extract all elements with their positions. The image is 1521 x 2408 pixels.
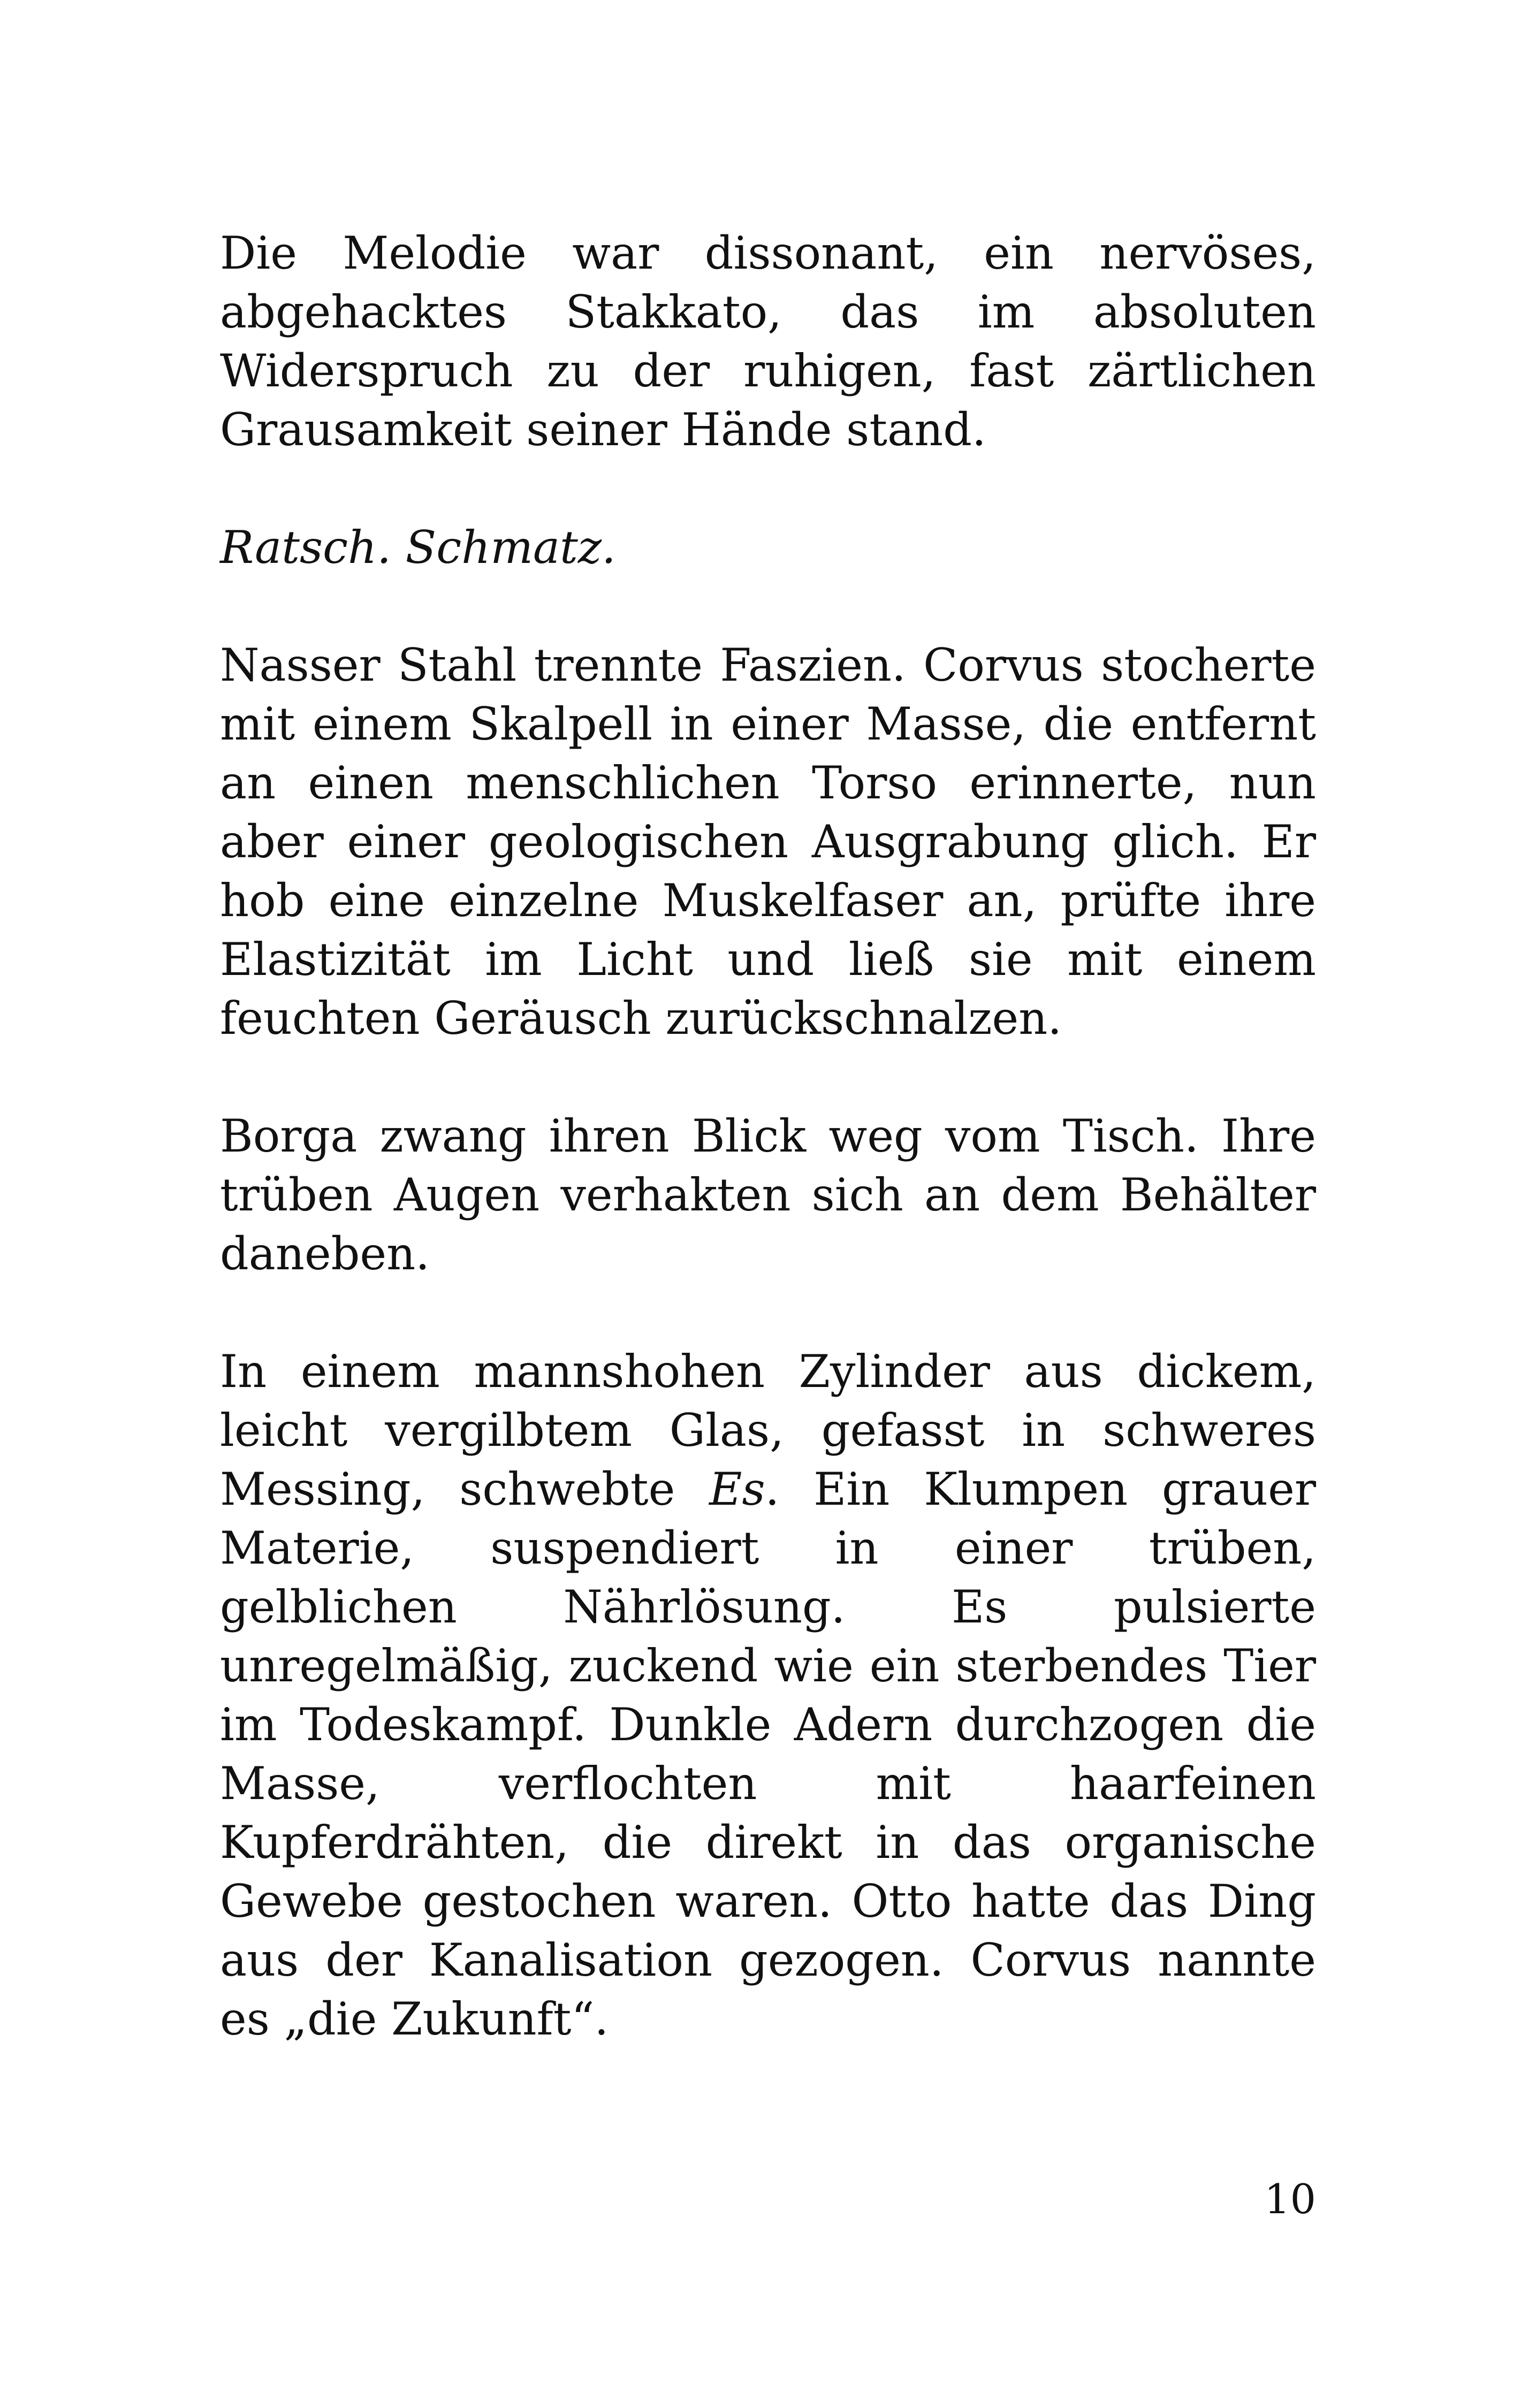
paragraph-5-text-after: . Ein Klumpen grauer Materie, suspendiert in einer trüben, gelblichen Nährlösung. Es pulsierte unregelmäßig, zuckend wie ein sterbendes Tier im Todeskampf. Dunkle Adern durchzogen die Masse, verflochten mit haarfeinen Kupferdrähten, die direkt in das organische Gewebe gestochen waren. Otto hatte das Ding aus der Kanalisation gezogen. Corvus nannte es „die Zukunft“. bbox=[220, 1463, 1316, 2045]
paragraph-5-emphasis: Es bbox=[709, 1463, 765, 1515]
paragraph-5-text-before: In einem mannshohen Zylinder aus dickem, leicht vergilbtem Glas, gefasst in schweres Messing, schwebte bbox=[220, 1345, 1316, 1515]
paragraph-2-onomatopoeia: Ratsch. Schmatz. bbox=[220, 521, 616, 574]
paragraph-1: Die Melodie war dissonant, ein nervöses, abgehacktes Stakkato, das im absoluten Widerspruch zu der ruhigen, fast zärtlichen Grausamkeit seiner Hände stand. bbox=[220, 227, 1316, 456]
body-text bbox=[220, 224, 1316, 2107]
paragraph-5 bbox=[220, 1342, 1316, 2048]
paragraph-4: Borga zwang ihren Blick weg vom Tisch. Ihre trüben Augen verhakten sich an dem Behälter daneben. bbox=[220, 1110, 1316, 1280]
page-number: 10 bbox=[1264, 2175, 1316, 2223]
paragraph-3: Nasser Stahl trennte Faszien. Corvus stocherte mit einem Skalpell in einer Masse, die entfernt an einen menschlichen Torso erinnerte, nun aber einer geologischen Ausgrabung glich. Er hob eine einzelne Muskelfaser an, prüfte ihre Elastizität im Licht und ließ sie mit einem feuchten Geräusch zurückschnalzen. bbox=[220, 639, 1316, 1045]
